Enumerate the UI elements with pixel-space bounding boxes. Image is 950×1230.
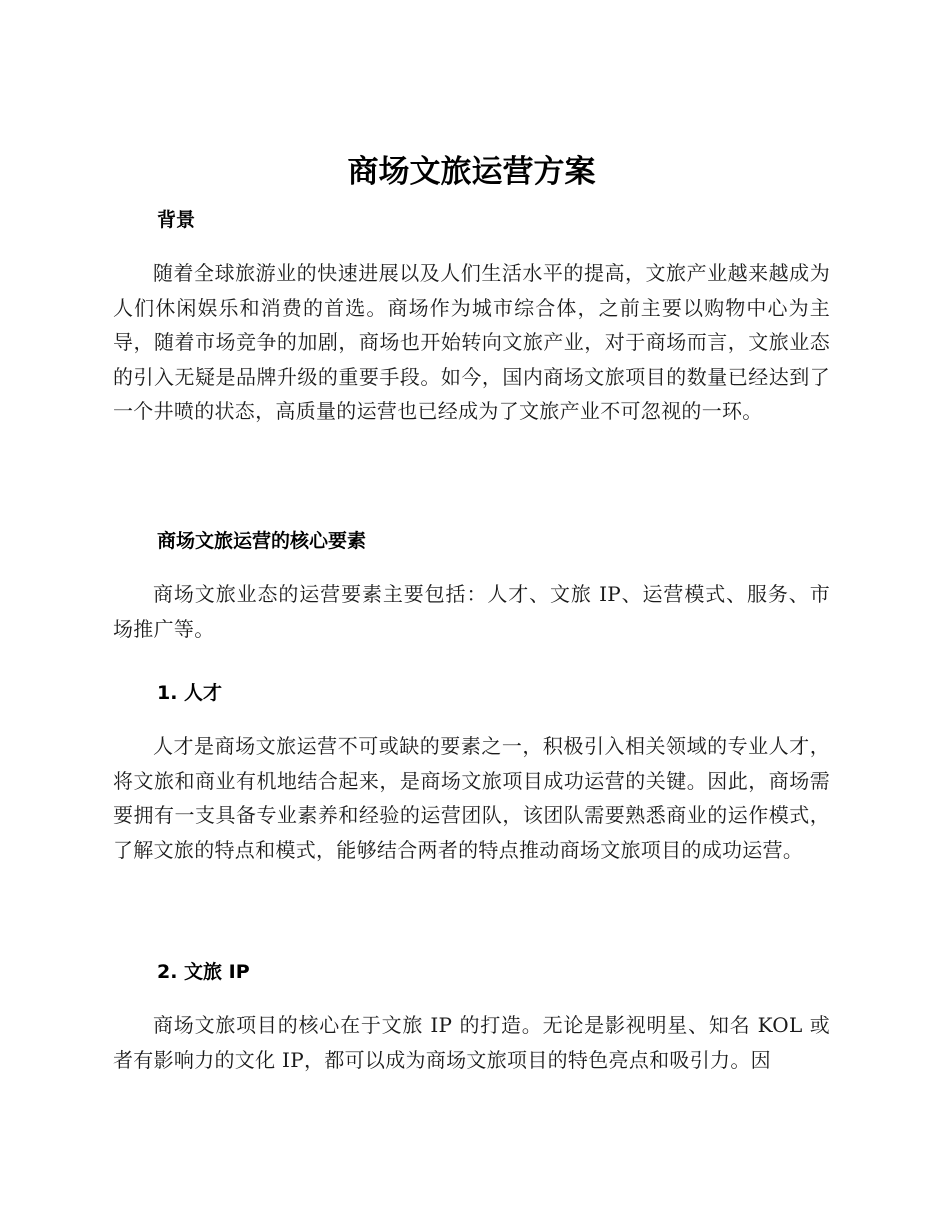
section-paragraph-background: 随着全球旅游业的快速进展以及人们生活水平的提高，文旅产业越来越成为人们休闲娱乐和消费的首选。商场作为城市综合体，之前主要以购物中心为主导，随着市场竞争的加剧，商场也开始转向文旅产业，对于商场而言，文旅业态的引入无疑是品牌升级的重要手段。如今，国内商场文旅项目的数量已经达到了一个井喷的状态，高质量的运营也已经成为了文旅产业不可忽视的一环。: [113, 261, 830, 423]
section-heading-cultural-ip: 2. 文旅 IP: [157, 961, 250, 983]
section-heading-core-elements: 商场文旅运营的核心要素: [157, 530, 367, 552]
section-heading-background: 背景: [157, 209, 196, 231]
section-paragraph-core-elements: 商场文旅业态的运营要素主要包括：人才、文旅 IP、运营模式、服务、市场推广等。: [113, 582, 830, 641]
section-heading-talent: 1. 人才: [157, 682, 223, 704]
section-paragraph-talent: 人才是商场文旅运营不可或缺的要素之一，积极引入相关领域的专业人才，将文旅和商业有机地结合起来，是商场文旅项目成功运营的关键。因此，商场需要拥有一支具备专业素养和经验的运营团队，该团队需要熟悉商业的运作模式，了解文旅的特点和模式，能够结合两者的特点推动商场文旅项目的成功运营。: [113, 734, 830, 862]
section-paragraph-cultural-ip: 商场文旅项目的核心在于文旅 IP 的打造。无论是影视明星、知名 KOL 或者有影响力的文化 IP，都可以成为商场文旅项目的特色亮点和吸引力。因: [113, 1013, 830, 1072]
document-title: 商场文旅运营方案: [347, 154, 596, 190]
